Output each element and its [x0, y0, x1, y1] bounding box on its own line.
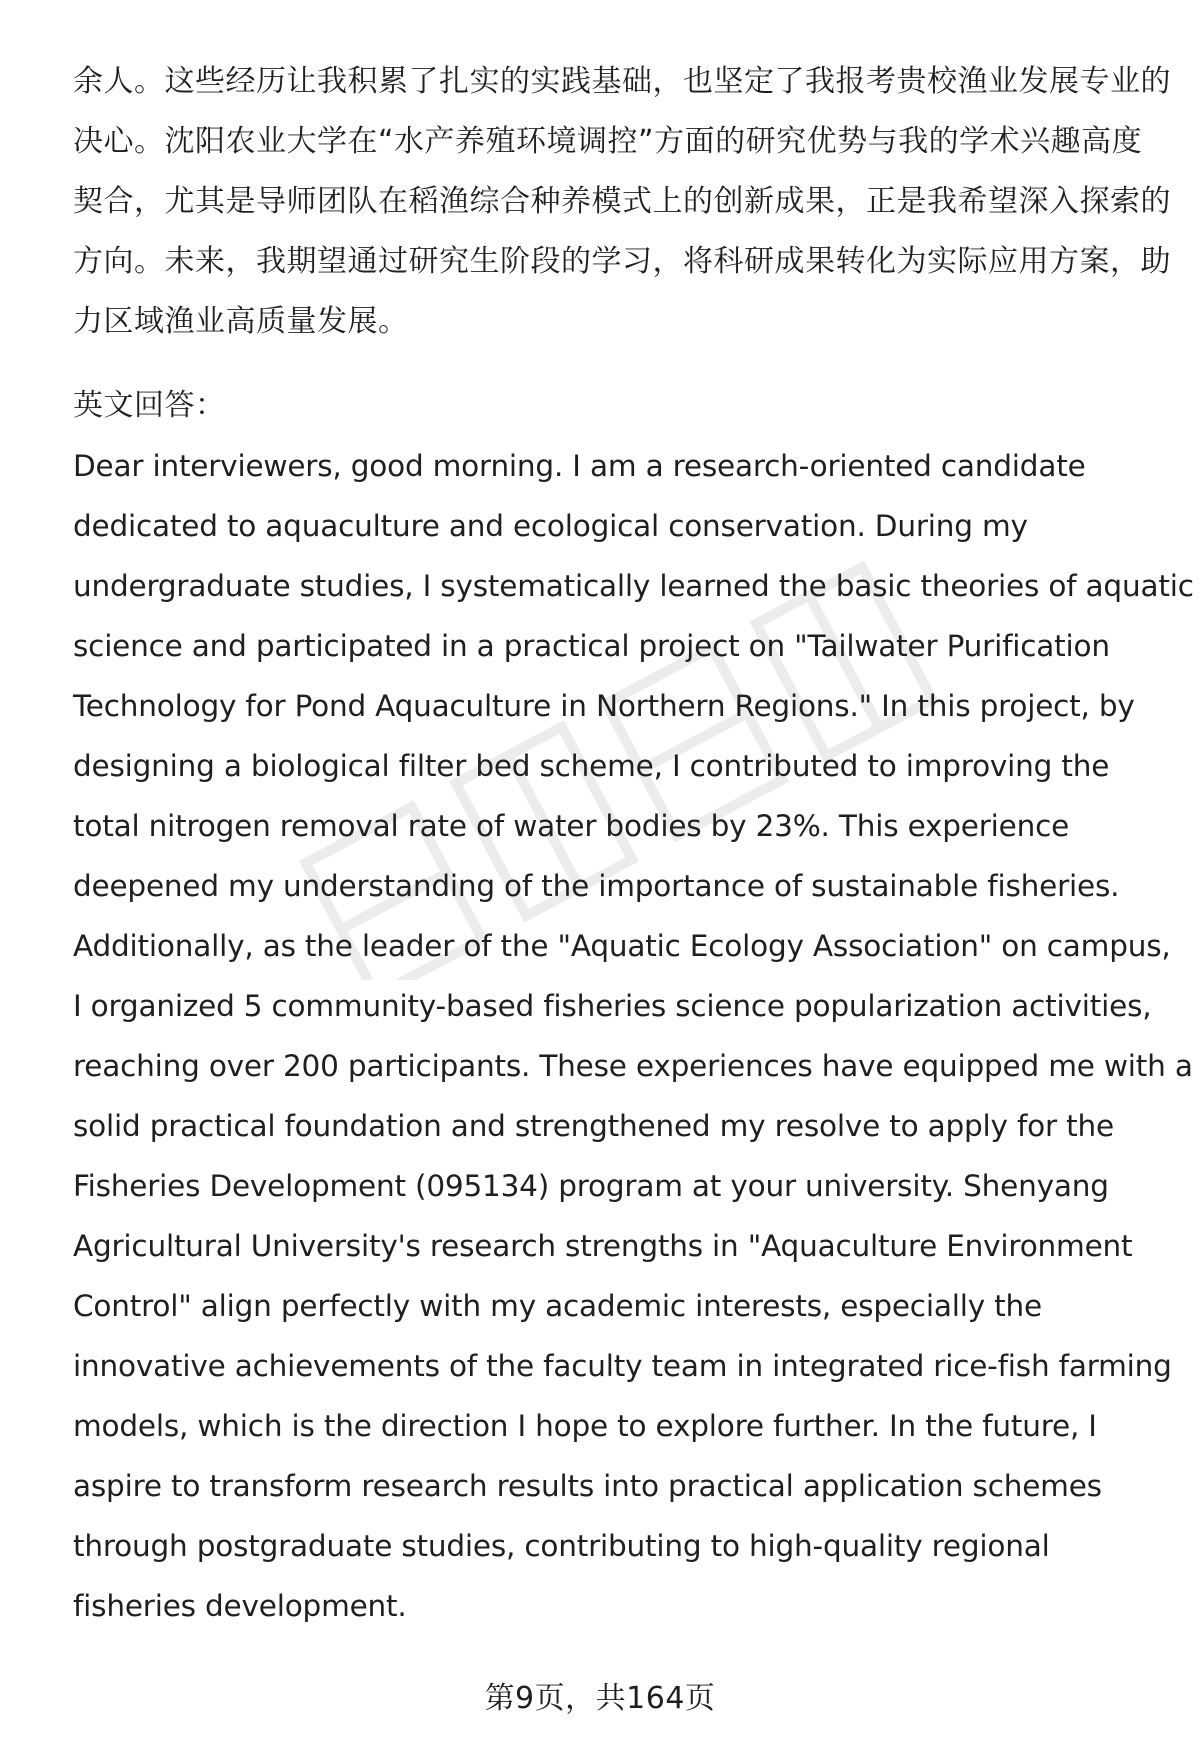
en-line: I organized 5 community-based fisheries science popularization activities,: [73, 989, 1152, 1023]
en-line: Fisheries Development (095134) program at your university. Shenyang: [73, 1169, 1109, 1203]
en-line: Control" align perfectly with my academic interests, especially the: [73, 1289, 1042, 1323]
zh-line: 决心。沈阳农业大学在“水产养殖环境调控”方面的研究优势与我的学术兴趣高度: [73, 124, 1143, 159]
page-content: [73, 52, 1194, 1636]
zh-line: 力区域渔业高质量发展。: [73, 304, 409, 339]
en-line: through postgraduate studies, contributing to high-quality regional: [73, 1529, 1050, 1563]
en-line: Additionally, as the leader of the "Aquatic Ecology Association" on campus,: [73, 929, 1171, 963]
en-line: aspire to transform research results into practical application schemes: [73, 1469, 1102, 1503]
zh-line: 余人。这些经历让我积累了扎实的实践基础，也坚定了我报考贵校渔业发展专业的: [73, 64, 1171, 99]
zh-line: 契合，尤其是导师团队在稻渔综合种养模式上的创新成果，正是我希望深入探索的: [73, 184, 1171, 219]
zh-line: 方向。未来，我期望通过研究生阶段的学习，将科研成果转化为实际应用方案，助: [73, 244, 1171, 279]
en-line: designing a biological filter bed scheme, I contributed to improving the: [73, 749, 1110, 783]
en-line: Dear interviewers, good morning. I am a research-oriented candidate: [73, 449, 1086, 483]
en-line: science and participated in a practical project on "Tailwater Purification: [73, 629, 1110, 663]
en-line: models, which is the direction I hope to explore further. In the future, I: [73, 1409, 1097, 1443]
en-line: reaching over 200 participants. These experiences have equipped me with a: [73, 1049, 1193, 1083]
en-answer-heading: 英文回答：: [73, 388, 226, 423]
page-number-footer: 第9页，共164页: [484, 1681, 716, 1716]
en-line: Technology for Pond Aquaculture in Northern Regions." In this project, by: [73, 689, 1135, 723]
en-line: undergraduate studies, I systematically learned the basic theories of aquatic: [73, 569, 1194, 603]
en-line: solid practical foundation and strengthened my resolve to apply for the: [73, 1109, 1114, 1143]
en-line: deepened my understanding of the importance of sustainable fisheries.: [73, 869, 1120, 903]
en-line: fisheries development.: [73, 1589, 407, 1623]
en-line: Agricultural University's research strengths in "Aquaculture Environment: [73, 1229, 1133, 1263]
en-line: innovative achievements of the faculty team in integrated rice-fish farming: [73, 1349, 1172, 1383]
en-line: total nitrogen removal rate of water bodies by 23%. This experience: [73, 809, 1070, 843]
en-line: dedicated to aquaculture and ecological conservation. During my: [73, 509, 1028, 543]
